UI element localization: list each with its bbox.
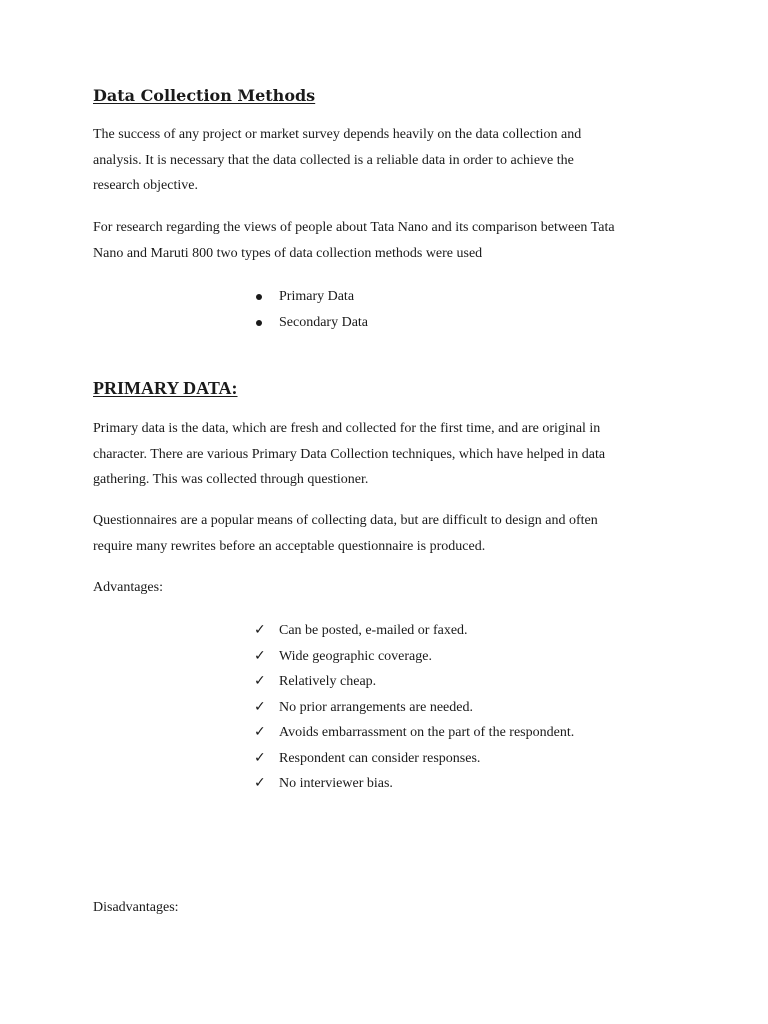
advantages-list [254, 618, 574, 797]
checkmark-icon: ✓ [254, 749, 266, 766]
list-item [254, 310, 368, 336]
questionnaires-line: require many rewrites before an acceptable questionnaire is produced. [93, 538, 486, 554]
list-item [254, 695, 574, 721]
primary-line: gathering. This was collected through questioner. [93, 472, 369, 487]
advantage-label: No prior arrangements are needed. [279, 699, 473, 715]
list-item [254, 618, 574, 644]
checkmark-icon: ✓ [254, 647, 266, 664]
intro-line: research objective. [93, 178, 198, 193]
checkmark-icon: ✓ [254, 724, 266, 740]
advantage-label: No interviewer bias. [279, 776, 393, 791]
methods-list [254, 284, 368, 335]
bullet-icon [256, 294, 262, 300]
list-item [254, 669, 574, 695]
list-item [254, 720, 574, 746]
research-line: For research regarding the views of people about Tata Nano and its comparison between Tata [93, 220, 615, 235]
checkmark-icon: ✓ [254, 622, 266, 638]
document-heading: Data Collection Methods [93, 86, 316, 105]
checkmark-icon: ✓ [254, 775, 266, 791]
method-label: Secondary Data [279, 314, 369, 330]
intro-paragraph [93, 122, 693, 199]
checkmark-icon: ✓ [254, 698, 266, 715]
intro-line: analysis. It is necessary that the data collected is a reliable data in order to achieve the [93, 152, 574, 168]
questionnaires-paragraph [93, 508, 693, 559]
advantage-label: Can be posted, e-mailed or faxed. [279, 623, 468, 638]
primary-paragraph [93, 416, 693, 493]
checkmark-icon: ✓ [254, 673, 266, 689]
bullet-icon [256, 320, 262, 326]
primary-line: character. There are various Primary Data Collection techniques, which have helped in data [93, 446, 606, 462]
advantages-label: Advantages: [93, 580, 163, 595]
list-item [254, 284, 368, 310]
list-item [254, 746, 574, 772]
questionnaires-line: Questionnaires are a popular means of collecting data, but are difficult to design and often [93, 513, 598, 528]
research-line: Nano and Maruti 800 two types of data collection methods were used [93, 245, 483, 261]
research-paragraph [93, 215, 693, 266]
list-item [254, 644, 574, 670]
intro-line: The success of any project or market survey depends heavily on the data collection and [93, 127, 582, 142]
disadvantages-label: Disadvantages: [93, 900, 179, 915]
advantage-label: Wide geographic coverage. [279, 648, 432, 664]
primary-line: Primary data is the data, which are fresh and collected for the first time, and are original in [93, 421, 601, 436]
method-label: Primary Data [279, 289, 355, 304]
primary-data-heading: PRIMARY DATA: [93, 378, 238, 398]
advantage-label: Avoids embarrassment on the part of the respondent. [279, 725, 575, 740]
list-item [254, 771, 574, 797]
advantage-label: Respondent can consider responses. [279, 750, 481, 766]
advantage-label: Relatively cheap. [279, 674, 377, 689]
